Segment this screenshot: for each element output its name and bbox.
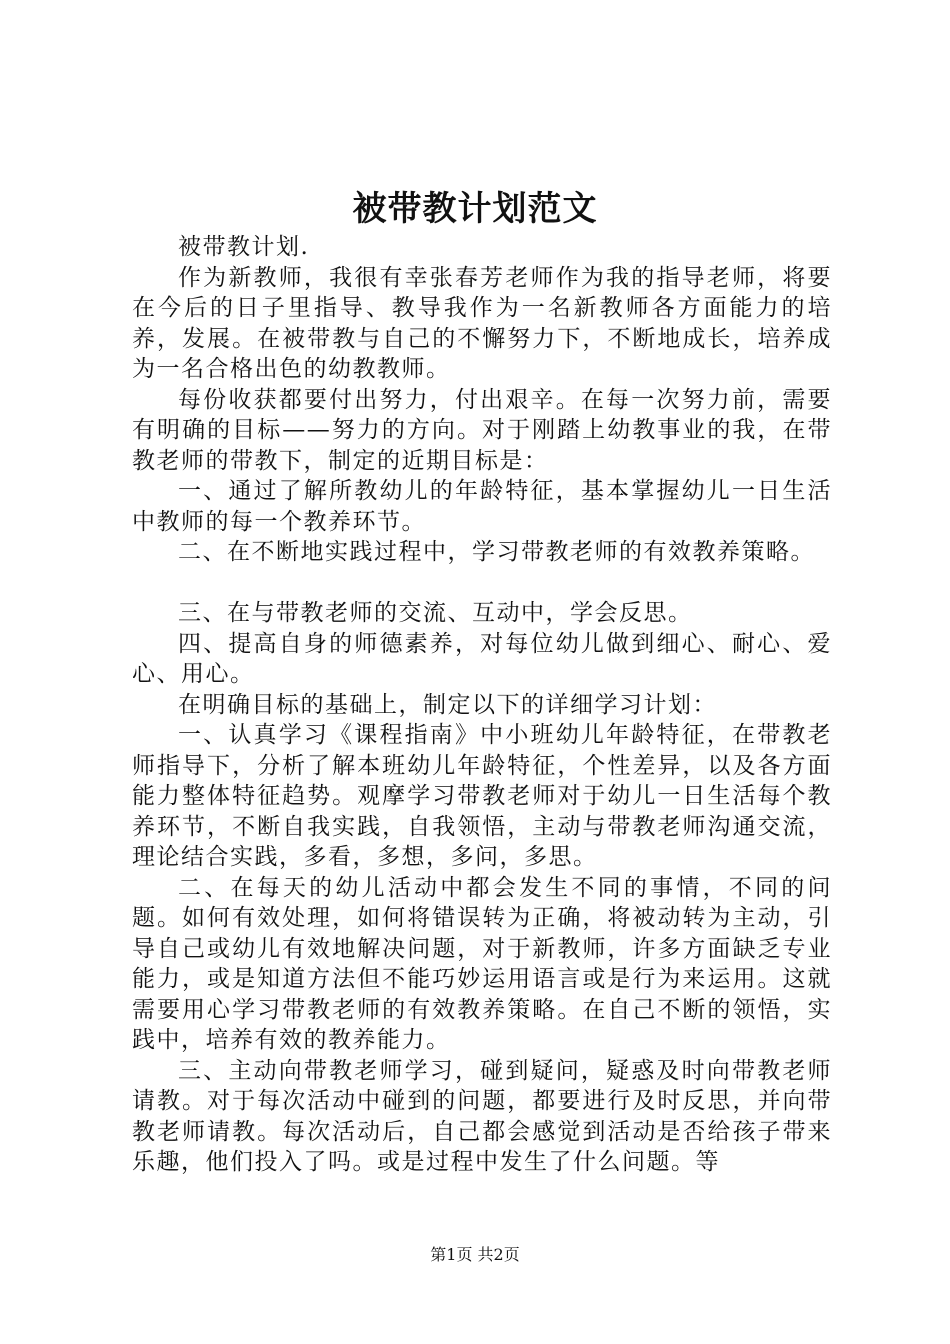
paragraph-plan-3: 三、主动向带教老师学习，碰到疑问，疑惑及时向带教老师请教。对于每次活动中碰到的问题，都要进行及时反思，并向带教老师请教。每次活动后，自己都会感觉到活动是否给孩子带来乐趣，他们投入了吗。或是过程中发生了什么问题。等 (132, 1057, 832, 1175)
page-number-footer: 第1页 共2页 (430, 1245, 520, 1264)
paragraph-plan-1: 一、认真学习《课程指南》中小班幼儿年龄特征，在带教老师指导下，分析了解本班幼儿年龄特征，个性差异，以及各方面能力整体特征趋势。观摩学习带教老师对于幼儿一日生活每个教养环节，不断自我实践，自我领悟，主动与带教老师沟通交流，理论结合实践，多看，多想，多问，多思。 (132, 722, 832, 870)
paragraph-goal-2: 二、在不断地实践过程中，学习带教老师的有效教养策略。 (178, 539, 815, 565)
blank-line (132, 568, 832, 599)
document-body (132, 232, 832, 1178)
document-title: 被带教计划范文 (352, 189, 598, 229)
paragraph-plan-2: 二、在每天的幼儿活动中都会发生不同的事情，不同的问题。如何有效处理，如何将错误转为正确，将被动转为主动，引导自己或幼儿有效地解决问题，对于新教师，许多方面缺乏专业能力，或是知道方法但不能巧妙运用语言或是行为来运用。这就需要用心学习带教老师的有效教养策略。在自己不断的领悟，实践中，培养有效的教养能力。 (132, 874, 832, 1053)
paragraph-goal-4: 四、提高自身的师德素养，对每位幼儿做到细心、耐心、爱心、用心。 (132, 630, 832, 687)
paragraph-goal-3: 三、在与带教老师的交流、互动中，学会反思。 (178, 600, 693, 626)
paragraph-plan-intro: 在明确目标的基础上，制定以下的详细学习计划： (178, 691, 717, 718)
paragraph-intro: 作为新教师，我很有幸张春芳老师作为我的指导老师，将要在今后的日子里指导、教导我作为一名新教师各方面能力的培养，发展。在被带教与自己的不懈努力下，不断地成长，培养成为一名合格出色的幼教教师。 (132, 264, 832, 382)
paragraph-goal-1: 一、通过了解所教幼儿的年龄特征，基本掌握幼儿一日生活中教师的每一个教养环节。 (132, 478, 832, 535)
paragraph-heading: 被带教计划. (178, 234, 310, 260)
paragraph-goals-intro: 每份收获都要付出努力，付出艰辛。在每一次努力前，需要有明确的目标——努力的方向。对于刚踏上幼教事业的我，在带教老师的带教下，制定的近期目标是： (132, 386, 832, 474)
